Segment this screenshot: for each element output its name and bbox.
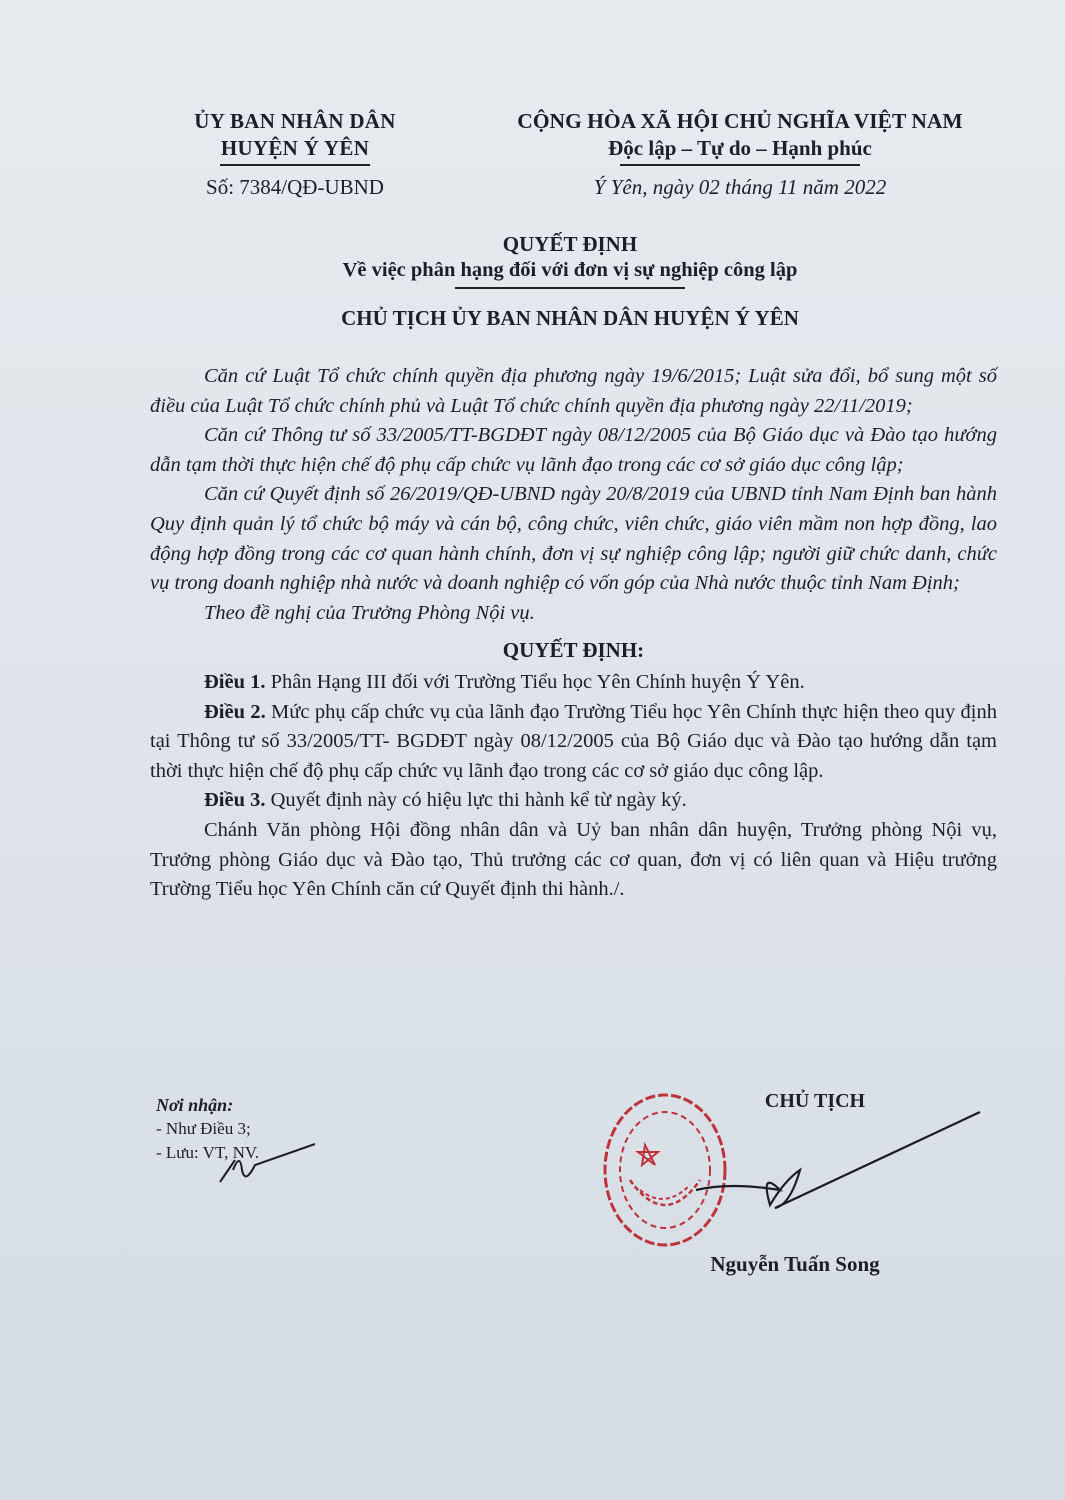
document-body — [150, 362, 997, 905]
article-text: Phân Hạng III đối với Trường Tiểu học Yên Chính huyện Ý Yên. — [265, 670, 805, 693]
signature-icon — [690, 1110, 990, 1230]
header-right-divider — [620, 164, 860, 166]
issuing-org-line2: HUYỆN Ý YÊN — [220, 136, 370, 160]
document-type: QUYẾT ĐỊNH — [502, 232, 638, 256]
issuing-org-line1: ỦY BAN NHÂN DÂN — [194, 109, 396, 133]
article-label: Điều 2. — [204, 700, 266, 723]
preamble-item: Căn cứ Quyết định số 26/2019/QĐ-UBND ngày 20/8/2019 của UBND tỉnh Nam Định ban hành Quy định quản lý tổ chức bộ máy và cán bộ, công chức, viên chức, giáo viên mầm non hợp đồng, lao động hợp đồng trong các cơ quan hành chính, đơn vị sự nghiệp công lập; người giữ chức danh, chức vụ trong doanh nghiệp nhà nước và doanh nghiệp có vốn góp của Nhà nước thuộc tỉnh Nam Định; — [150, 483, 997, 595]
national-heading-block — [470, 108, 1010, 201]
initials-mark-icon — [215, 1140, 325, 1190]
issuing-authority-title: CHỦ TỊCH ỦY BAN NHÂN DÂN HUYỆN Ý YÊN — [341, 305, 799, 330]
issuing-authority-block — [150, 108, 440, 201]
signer-title: CHỦ TỊCH — [764, 1090, 866, 1112]
article-label: Điều 1. — [204, 670, 266, 693]
article-2 — [150, 698, 997, 787]
header-left-divider — [220, 164, 370, 166]
article-text: Quyết định này có hiệu lực thi hành kể từ ngày ký. — [265, 789, 687, 812]
national-motto: Độc lập – Tự do – Hạnh phúc — [608, 136, 872, 160]
subject-divider — [455, 287, 685, 289]
document-subject: Về việc phân hạng đối với đơn vị sự nghiệp công lập — [342, 259, 798, 281]
preamble-item: Căn cứ Thông tư số 33/2005/TT-BGDĐT ngày 08/12/2005 của Bộ Giáo dục và Đào tạo hướng dẫn tạm thời thực hiện chế độ phụ cấp chức vụ lãnh đạo trong các cơ sở giáo dục công lập; — [150, 424, 997, 476]
preamble — [150, 362, 997, 628]
article-label: Điều 3. — [204, 789, 266, 812]
signer-name: Nguyễn Tuấn Song — [710, 1252, 880, 1276]
document-number: Số: 7384/QĐ-UBND — [206, 174, 384, 199]
decision-heading: QUYẾT ĐỊNH: — [502, 638, 645, 663]
article-3 — [150, 786, 997, 816]
preamble-item: Theo đề nghị của Trưởng Phòng Nội vụ. — [204, 601, 535, 624]
recipient-item: - Lưu: VT, NV. — [156, 1143, 260, 1162]
article-text: Mức phụ cấp chức vụ của lãnh đạo Trường Tiểu học Yên Chính thực hiện theo quy định tại Thông tư số 33/2005/TT- BGDĐT ngày 08/12/2005 của Bộ Giáo dục và Đào tạo hướng dẫn tạm thời thực hiện chế độ phụ cấp chức vụ lãnh đạo trong các cơ sở giáo dục công lập. — [150, 700, 997, 782]
execution-clause: Chánh Văn phòng Hội đồng nhân dân và Uỷ ban nhân dân huyện, Trưởng phòng Nội vụ, Trưởng phòng Giáo dục và Đào tạo, Thủ trưởng các cơ quan, đơn vị có liên quan và Hiệu trưởng Trường Tiểu học Yên Chính căn cứ Quyết định thi hành./. — [150, 818, 997, 901]
preamble-item: Căn cứ Luật Tổ chức chính quyền địa phương ngày 19/6/2015; Luật sửa đổi, bổ sung một số điều của Luật Tổ chức chính phủ và Luật Tổ chức chính quyền địa phương ngày 22/11/2019; — [150, 365, 997, 417]
national-title: CỘNG HÒA XÃ HỘI CHỦ NGHĨA VIỆT NAM — [517, 109, 963, 133]
place-date: Ý Yên, ngày 02 tháng 11 năm 2022 — [593, 174, 887, 199]
recipient-item: - Như Điều 3; — [156, 1119, 251, 1138]
recipients-title: Nơi nhận: — [156, 1095, 234, 1115]
title-block — [140, 232, 1000, 331]
article-1 — [150, 668, 997, 698]
